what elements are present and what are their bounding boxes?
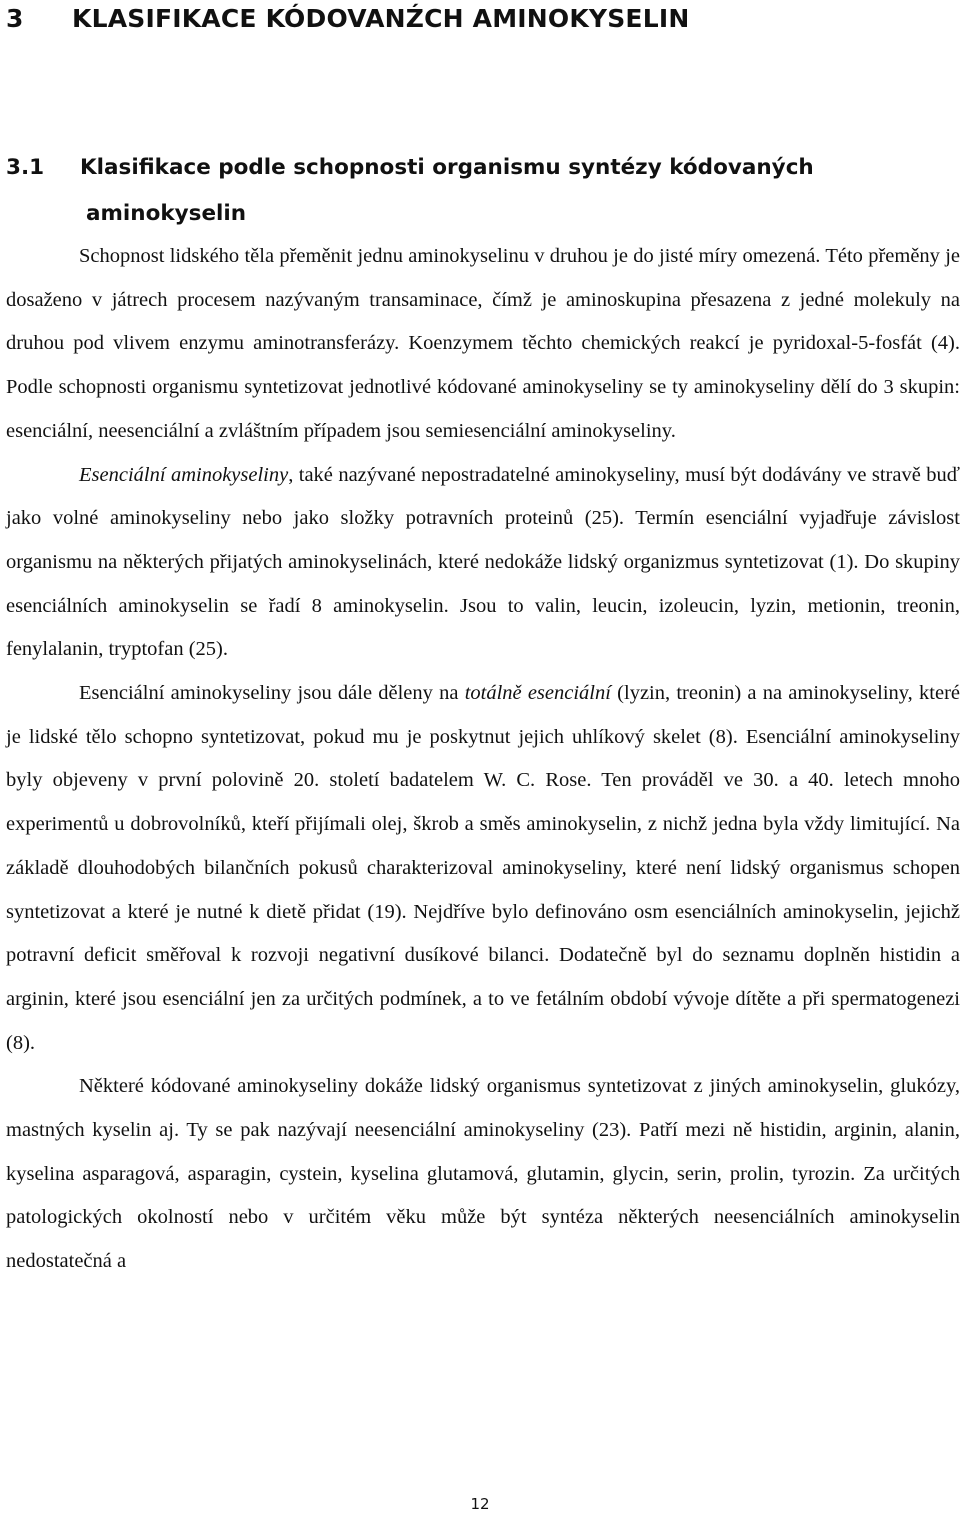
chapter-heading — [6, 2, 689, 36]
section-number: 3.1 — [6, 155, 45, 180]
term-essential-amino-acids: Esenciální aminokyseliny — [79, 463, 289, 486]
chapter-title: KLASIFIKACE KÓDOVANŹCH AMINOKYSELIN — [72, 4, 690, 33]
body-text — [6, 235, 960, 1284]
paragraph-2 — [6, 454, 960, 673]
paragraph-2-text: , také nazývané nepostradatelné aminokyseliny, musí být dodávány ve stravě buď jako volné aminokyseliny nebo jako složky potravních proteinů (25). Termín esenciální vyjadřuje závislost organismu na některých přijatých aminokyselinách, které nedokáže lidský organizmus syntetizovat (1). Do skupiny esenciálních aminokyselin se řadí 8 aminokyselin. Jsou to valin, leucin, izoleucin, lyzin, metionin, treonin, fenylalanin, tryptofan (25). — [6, 463, 960, 661]
section-heading — [6, 145, 906, 237]
paragraph-1: Schopnost lidského těla přeměnit jednu aminokyselinu v druhou je do jisté míry omezená. Této přeměny je dosaženo v játrech procesem nazývaným transaminace, čímž je aminoskupina přesazena z jedné molekuly na druhou pod vlivem enzymu aminotransferázy. Koenzymem těchto chemických reakcí je pyridoxal-5-fosfát (4). Podle schopnosti organismu syntetizovat jednotlivé kódované aminokyseliny se ty aminokyseliny dělí do 3 skupin: esenciální, neesenciální a zvláštním případem jsou semiesenciální aminokyseliny. — [6, 245, 960, 442]
paragraph-4: Některé kódované aminokyseliny dokáže lidský organismus syntetizovat z jiných aminokyselin, glukózy, mastných kyselin aj. Ty se pak nazývají neesenciální aminokyseliny (23). Patří mezi ně histidin, arginin, alanin, kyselina asparagová, asparagin, cystein, kyselina glutamová, glutamin, glycin, serin, prolin, tyrozin. Za určitých patologických okolností nebo v určitém věku může být syntéza některých neesenciálních aminokyselin nedostatečná a — [6, 1075, 960, 1273]
page-number: 12 — [470, 1495, 490, 1513]
section-title-line2: aminokyselin — [86, 201, 247, 226]
paragraph-3-start: Esenciální aminokyseliny jsou dále děleny na — [79, 682, 465, 705]
term-totally-essential: totálně esenciální — [464, 682, 611, 705]
section-title-line1: Klasifikace podle schopnosti organismu syntézy kódovaných — [80, 155, 814, 180]
chapter-number: 3 — [6, 4, 24, 33]
paragraph-3-text: (lyzin, treonin) a na aminokyseliny, které je lidské tělo schopno syntetizovat, pokud mu je poskytnut jejich uhlíkový skelet (8). Esenciální aminokyseliny byly objeveny v první polovině 20. století badatelem W. C. Rose. Ten prováděl ve 30. a 40. letech mnoho experimentů u dobrovolníků, kteří přijímali olej, škrob a směs aminokyselin, z nichž jedna byla vždy limitující. Na základě dlouhodobých bilančních pokusů charakterizoval aminokyseliny, které není lidský organismus schopen syntetizovat a které je nutné k dietě přidat (19). Nejdříve bylo definováno osm esenciálních aminokyselin, jejichž potravní deficit směřoval k rozvoji negativní dusíkové bilanci. Dodatečně byl do seznamu doplněn histidin a arginin, které jsou esenciální jen za určitých podmínek, a to ve fetálním období vývoje dítěte a při spermatogenezi (8). — [6, 682, 960, 1054]
paragraph-3 — [6, 672, 960, 1065]
